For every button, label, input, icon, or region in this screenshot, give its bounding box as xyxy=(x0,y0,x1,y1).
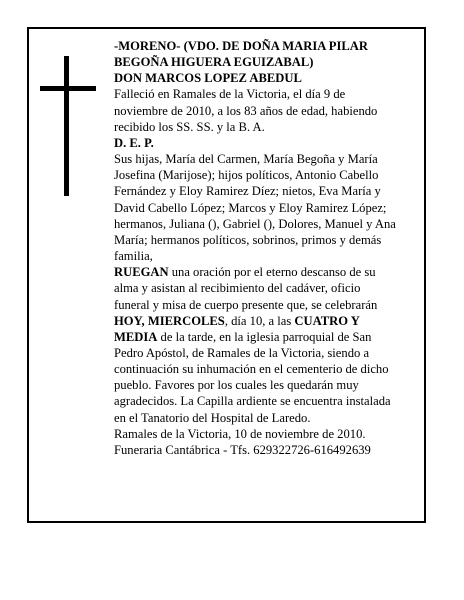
funeral-time: CUATRO Y MEDIA xyxy=(114,313,360,344)
funeral-request xyxy=(114,264,396,426)
deceased-name: DON MARCOS LOPEZ ABEDUL xyxy=(114,71,302,86)
ruegan-label: RUEGAN xyxy=(114,265,169,280)
request-text-a: una oración por el eterno descanso de su alma y asistan al recibimiento del cadáver, oficio funeral y misa de cuerpo presente que, se celebrarán xyxy=(114,265,378,312)
funeral-day: HOY, MIERCOLES xyxy=(114,313,225,328)
cross-vertical-bar xyxy=(64,56,69,196)
date-place: Ramales de la Victoria, 10 de noviembre de 2010. xyxy=(114,426,366,441)
request-text-b: , día 10, a las xyxy=(224,313,295,328)
request-text-c: de la tarde, en la iglesia parroquial de San Pedro Apóstol, de Ramales de la Victoria, siendo a continuación su inhumación en el cementerio de dicho pueblo. Favores por los cuales les quedarán muy agradecidos. La Capilla ardiente se encuentra instalada en el Tanatorio del Hospital de Laredo. xyxy=(114,329,391,425)
obituary-text xyxy=(114,38,396,458)
deceased-heading: -MORENO- (VDO. DE DOÑA MARIA PILAR BEGOÑA HIGUERA EGUIZABAL) xyxy=(114,39,368,70)
family-list: Sus hijas, María del Carmen, María Begoña y María Josefina (Marijose); hijos políticos, Antonio Cabello Fernández y Eloy Ramirez Díez; nietos, Eva María y David Cabello López; Marcos y Eloy Ramirez López; hermanos, Juliana (), Gabriel (), Dolores, Manuel y Ana María; hermanos políticos, sobrinos, primos y demás familia, xyxy=(114,152,396,264)
funeral-home: Funeraria Cantábrica - Tfs. 629322726-616492639 xyxy=(114,442,371,457)
dep-line: D. E. P. xyxy=(114,135,154,150)
cross-horizontal-bar xyxy=(40,86,96,91)
death-notice: Falleció en Ramales de la Victoria, el día 9 de noviembre de 2010, a los 83 años de edad, habiendo recibido los SS. SS. y la B. A. xyxy=(114,87,378,134)
